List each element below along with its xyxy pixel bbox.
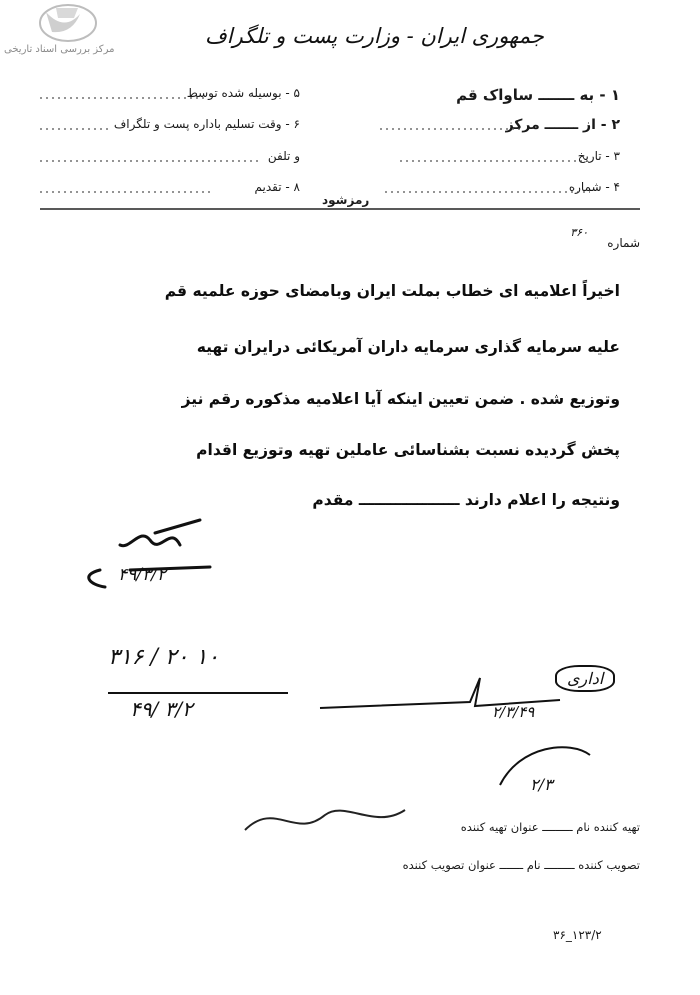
field-number: ۴ - شماره <box>568 180 620 194</box>
admin-date: ۲/۳/۴۹ <box>492 703 535 721</box>
number-value: ۳۶۰ <box>570 226 588 239</box>
code-label: رمزشود <box>322 193 370 207</box>
field-from: ۲ - از ـــــــ مرکز <box>505 117 620 133</box>
body-line-1: اخیراً اعلامیه ای خطاب بملت ایران وبامضای حوزه علمیه قم <box>164 282 620 300</box>
admin-stamp: اداری <box>555 665 615 692</box>
header-dotted-lines <box>0 0 700 220</box>
field-phone: و تلفن <box>267 149 300 163</box>
footer-approved-by: تصویب کننده ـــــــــ نام ـــــــ عنوان تصویب کننده <box>402 858 640 872</box>
footer-prepared-by: تهیه کننده نام ـــــــــ عنوان تهیه کننده <box>460 820 640 834</box>
registration-date: ۴۹/ ۳/۲ <box>130 697 193 721</box>
admin-signature-line <box>320 670 620 720</box>
body-line-4: پخش گردیده نسبت بشناسائی عاملین تهیه وتوزیع اقدام <box>196 441 620 459</box>
signature-date: ۴۹/۳/۲ <box>118 565 166 585</box>
body-line-2: علیه سرمایه گذاری سرمایه داران آمریکائی درایران تهیه <box>196 338 620 356</box>
footer-signature-scribble <box>235 800 435 850</box>
field-submit: ۸ - تقدیم <box>254 180 300 194</box>
side-date: ۲/۳ <box>530 775 553 794</box>
body-line-3: وتوزیع شده . ضمن تعیین اینکه آیا اعلامیه مذکوره رقم نیز <box>181 390 620 408</box>
field-to: ۱ - به ـــــــ ساواک قم <box>456 86 620 104</box>
number-label: شماره <box>607 236 640 250</box>
letterhead-title: جمهوری ایران - وزارت پست و تلگراف <box>205 24 544 48</box>
registration-number: ۳۱۶ / ۲۰ ۱۰ <box>108 645 220 670</box>
document-code: ۳۶_۱۲۳/۲ <box>553 928 602 942</box>
field-delivery-time: ۶ - وقت تسلیم باداره پست و تلگراف <box>113 117 300 131</box>
body-line-5: ونتیجه را اعلام دارند ـــــــــــــــــــ مقدم <box>312 491 620 509</box>
field-date: ۳ - تاریخ <box>577 149 620 163</box>
archive-watermark-text: مرکز بررسی اسناد تاریخی <box>4 44 115 55</box>
field-sent-by: ۵ - بوسیله شده توسط <box>186 86 300 100</box>
